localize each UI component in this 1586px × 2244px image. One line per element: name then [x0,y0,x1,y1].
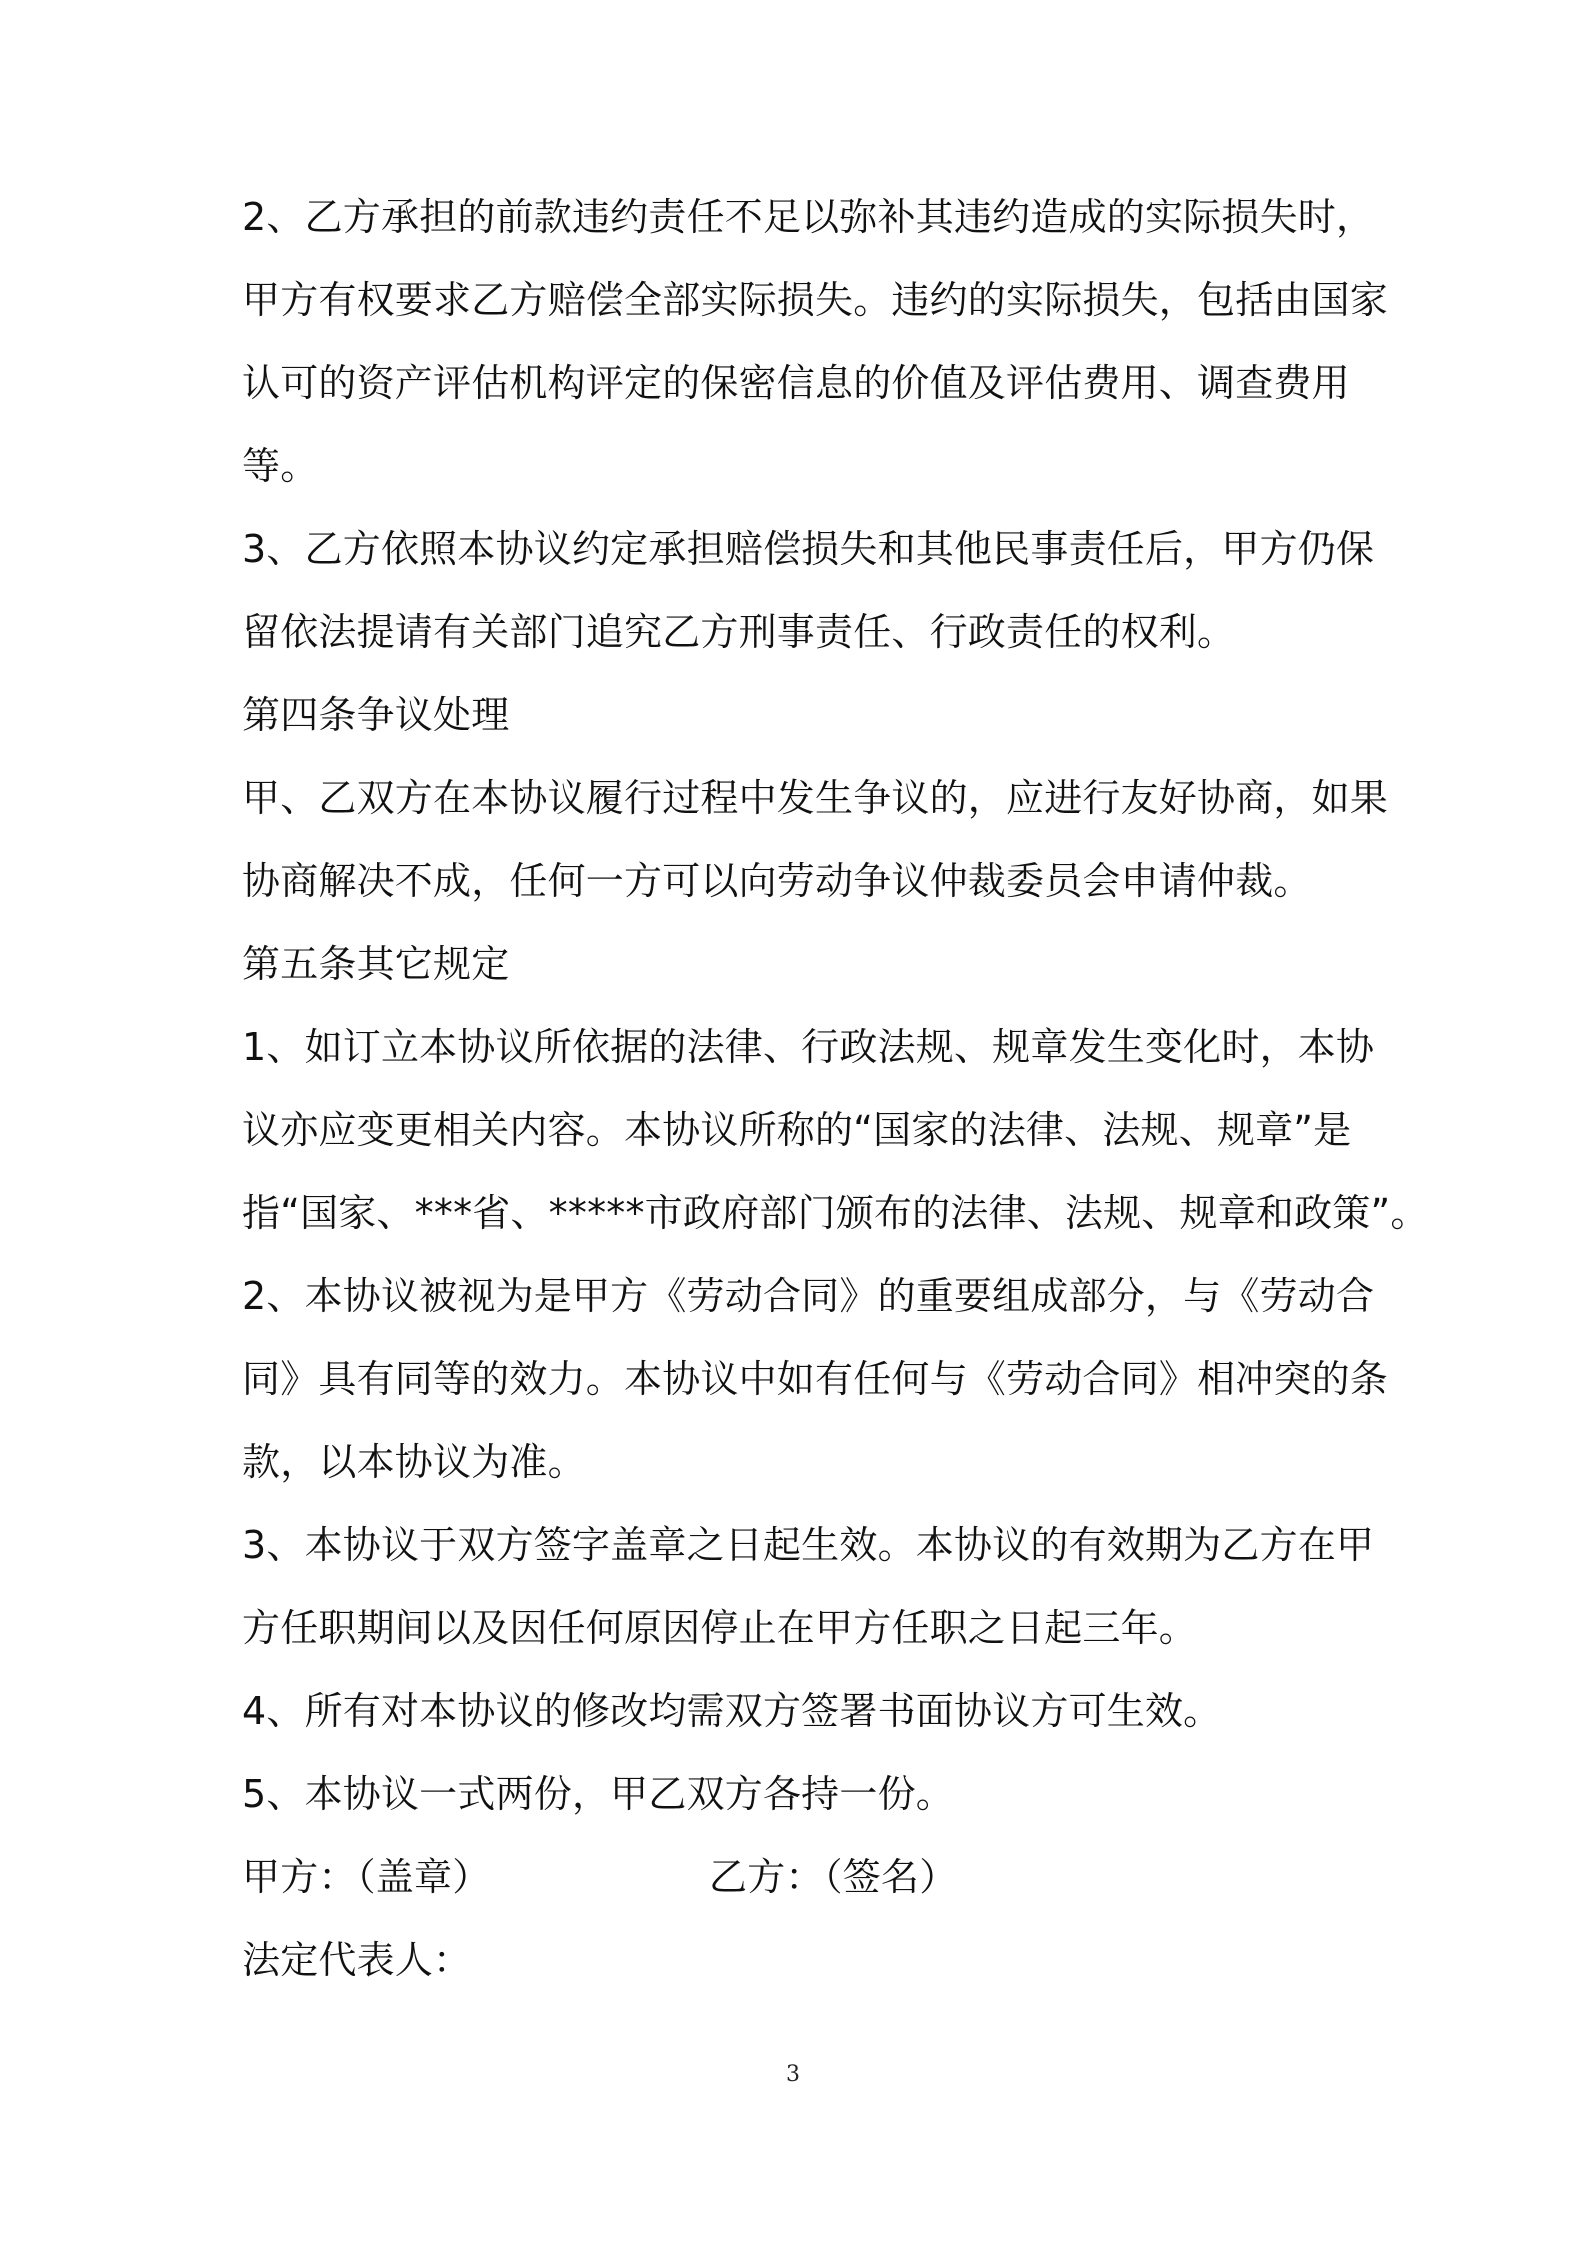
text-line: 留依法提请有关部门追究乙方刑事责任、行政责任的权利。 [242,610,1236,654]
text-line: 3、本协议于双方签字盖章之日起生效。本协议的有效期为乙方在甲 [242,1523,1375,1567]
text-line: 5、本协议一式两份，甲乙双方各持一份。 [242,1772,954,1816]
text-line: 认可的资产评估机构评定的保密信息的价值及评估费用、调查费用 [242,361,1350,405]
text-line: 款，以本协议为准。 [242,1440,586,1484]
text-line: 甲方有权要求乙方赔偿全部实际损失。违约的实际损失，包括由国家 [242,278,1389,322]
text-line: 甲、乙双方在本协议履行过程中发生争议的，应进行友好协商，如果 [242,776,1389,820]
text-line: 3、乙方依照本协议约定承担赔偿损失和其他民事责任后，甲方仍保 [242,527,1375,571]
text-line: 同》具有同等的效力。本协议中如有任何与《劳动合同》相冲突的条 [242,1357,1389,1401]
text-line: 议亦应变更相关内容。本协议所称的“国家的法律、法规、规章”是 [242,1108,1352,1152]
legal-representative-label: 法定代表人： [242,1938,472,1982]
text-line: 2、本协议被视为是甲方《劳动合同》的重要组成部分，与《劳动合 [242,1274,1375,1318]
text-line: 协商解决不成，任何一方可以向劳动争议仲裁委员会申请仲裁。 [242,859,1312,903]
page-number: 3 [786,2062,800,2087]
text-line: 指“国家、***省、*****市政府部门颁布的法律、法规、规章和政策”。 [242,1191,1429,1235]
text-line: 1、如订立本协议所依据的法律、行政法规、规章发生变化时，本协 [242,1025,1375,1069]
signature-row [242,1853,958,1901]
text-line: 2、乙方承担的前款违约责任不足以弥补其违约造成的实际损失时， [242,195,1375,239]
text-line: 方任职期间以及因任何原因停止在甲方任职之日起三年。 [242,1606,1198,1650]
text-line: 等。 [242,444,319,488]
party-b-signature-label: 乙方：（签名） [709,1855,958,1899]
section-heading: 第四条争议处理 [242,693,510,737]
section-heading: 第五条其它规定 [242,942,510,986]
party-a-seal-label: 甲方：（盖章） [242,1855,491,1899]
text-line: 4、所有对本协议的修改均需双方签署书面协议方可生效。 [242,1689,1222,1733]
